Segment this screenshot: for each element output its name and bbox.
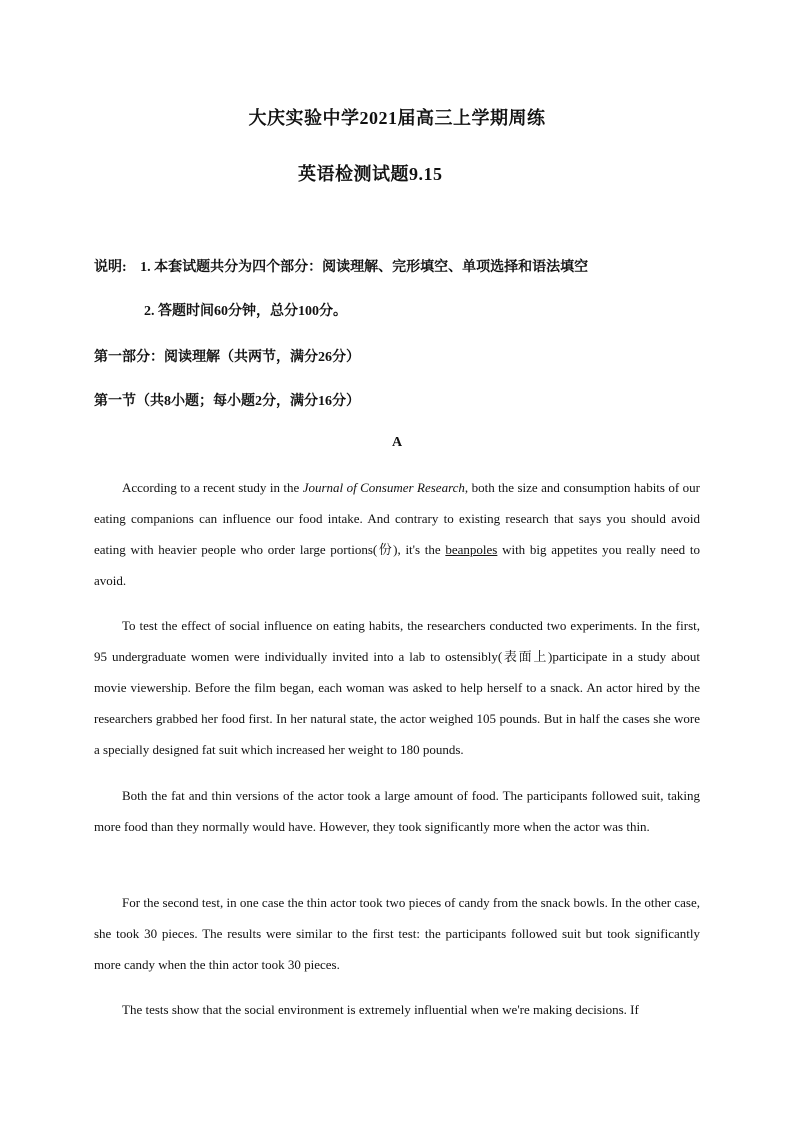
underlined-word: beanpoles bbox=[445, 542, 498, 557]
instructions-line-1 bbox=[94, 256, 588, 276]
instructions-item-1: 1. 本套试题共分为四个部分：阅读理解、完形填空、单项选择和语法填空 bbox=[140, 260, 589, 275]
exam-subtitle: 英语检测试题9.15 bbox=[298, 164, 443, 184]
passage-label: A bbox=[391, 435, 403, 450]
p1-text-b: , both the size and consumption habits of our eating companions can influence our food intake. And contrary to existing research that says you should avoid eating with heavier people who order large portions(份), it's the bbox=[94, 480, 701, 557]
instructions-label: 说明: bbox=[94, 260, 127, 275]
passage-paragraph-3: Both the fat and thin versions of the actor took a large amount of food. The participants followed suit, taking more food than they normally would have. However, they took significantly more when the actor was thin. bbox=[94, 788, 700, 834]
instructions-item-2: 2. 答题时间60分钟，总分100分。 bbox=[144, 304, 347, 319]
section1-heading: 第一节（共8小题；每小题2分，满分16分） bbox=[94, 394, 360, 409]
p1-text-a: According to a recent study in the bbox=[122, 480, 303, 495]
journal-name: Journal of Consumer Research bbox=[302, 480, 465, 495]
part1-heading: 第一部分：阅读理解（共两节，满分26分） bbox=[94, 350, 360, 365]
p1-text-c: with big appetites you really need to avoid. bbox=[94, 542, 700, 588]
passage-paragraph-5: The tests show that the social environment is extremely influential when we're making decisions. If bbox=[122, 1002, 639, 1017]
passage-paragraph-2: To test the effect of social influence on eating habits, the researchers conducted two experiments. In the first, 95 undergraduate women were individually invited into a lab to ostensibly(表面上)participate in a study about movie viewership. Before the film began, each woman was asked to help herself to a snack. An actor hired by the researchers grabbed her food first. In her natural state, the actor weighed 105 pounds. But in half the cases she wore a specially designed fat suit which increased her weight to 180 pounds. bbox=[94, 618, 700, 757]
passage-paragraph-4: For the second test, in one case the thin actor took two pieces of candy from the snack bowls. In the other case, she took 30 pieces. The results were similar to the first test: the participants followed suit but took significantly more candy when the thin actor took 30 pieces. bbox=[94, 895, 700, 972]
passage-paragraph-1 bbox=[94, 472, 700, 596]
exam-title: 大庆实验中学2021届高三上学期周练 bbox=[248, 108, 546, 128]
